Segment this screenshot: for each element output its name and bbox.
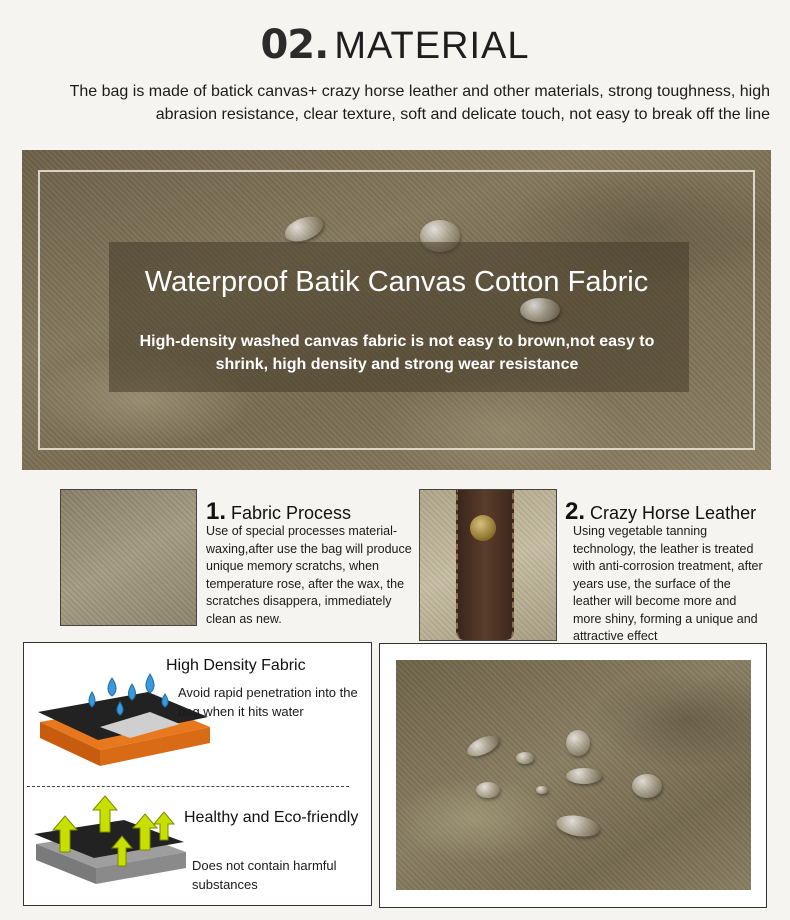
water-drop [566,768,602,784]
leather-strap [456,490,514,640]
fabric-swatch-image [60,489,197,626]
rivet-icon [470,515,496,541]
section-number: 02. [260,22,329,68]
feature-heading [206,498,351,526]
leather-swatch-image [419,489,557,641]
feature-title: Fabric Process [231,503,352,523]
section-title [0,22,790,68]
benefit-body: Does not contain harmful substances [192,858,337,892]
water-drop [476,782,500,798]
feature-body: Using vegetable tanning technology, the leather is treated with anti-corrosion treatment, after years use, the surface of the leather will become more and more shiny, forming a unique and attractive effect [573,524,763,643]
water-drop [566,730,590,756]
feature-title: Crazy Horse Leather [590,503,757,523]
intro-text: The bag is made of batick canvas+ crazy horse leather and other materials, strong toughness, high abrasion resistance, clear texture, soft and delicate touch, not easy to break off the line [69,83,770,123]
water-drop [555,812,602,839]
banner-title: Waterproof Batik Canvas Cotton Fabric [144,266,649,298]
feature-number: 2. [565,498,586,525]
water-drop [520,298,560,322]
water-drop [516,752,534,764]
benefit-body: Avoid rapid penetration into the bag when it hits water [178,685,358,719]
banner-subtitle: High-density washed canvas fabric is not easy to brown,not easy to shrink, high density and strong wear resistance [139,333,655,373]
canvas-banner [22,150,771,470]
water-drops-on-canvas-image [396,660,751,890]
feature-number: 1. [206,498,227,525]
feature-heading [565,498,756,526]
benefit-title: High Density Fabric [166,657,306,674]
benefit-title: Healthy and Eco-friendly [184,809,359,826]
water-drop [632,774,662,798]
water-drop [536,786,548,794]
feature-body: Use of special processes material-waxing,after use the bag will produce unique memory scratchs, when temperature rose, after the wax, the scratches disappera, immediately clean as new. [206,524,412,626]
water-drop [464,732,502,761]
divider [27,786,349,787]
breathable-layer-eco-icon [30,792,190,897]
section-heading: MATERIAL [334,25,530,67]
